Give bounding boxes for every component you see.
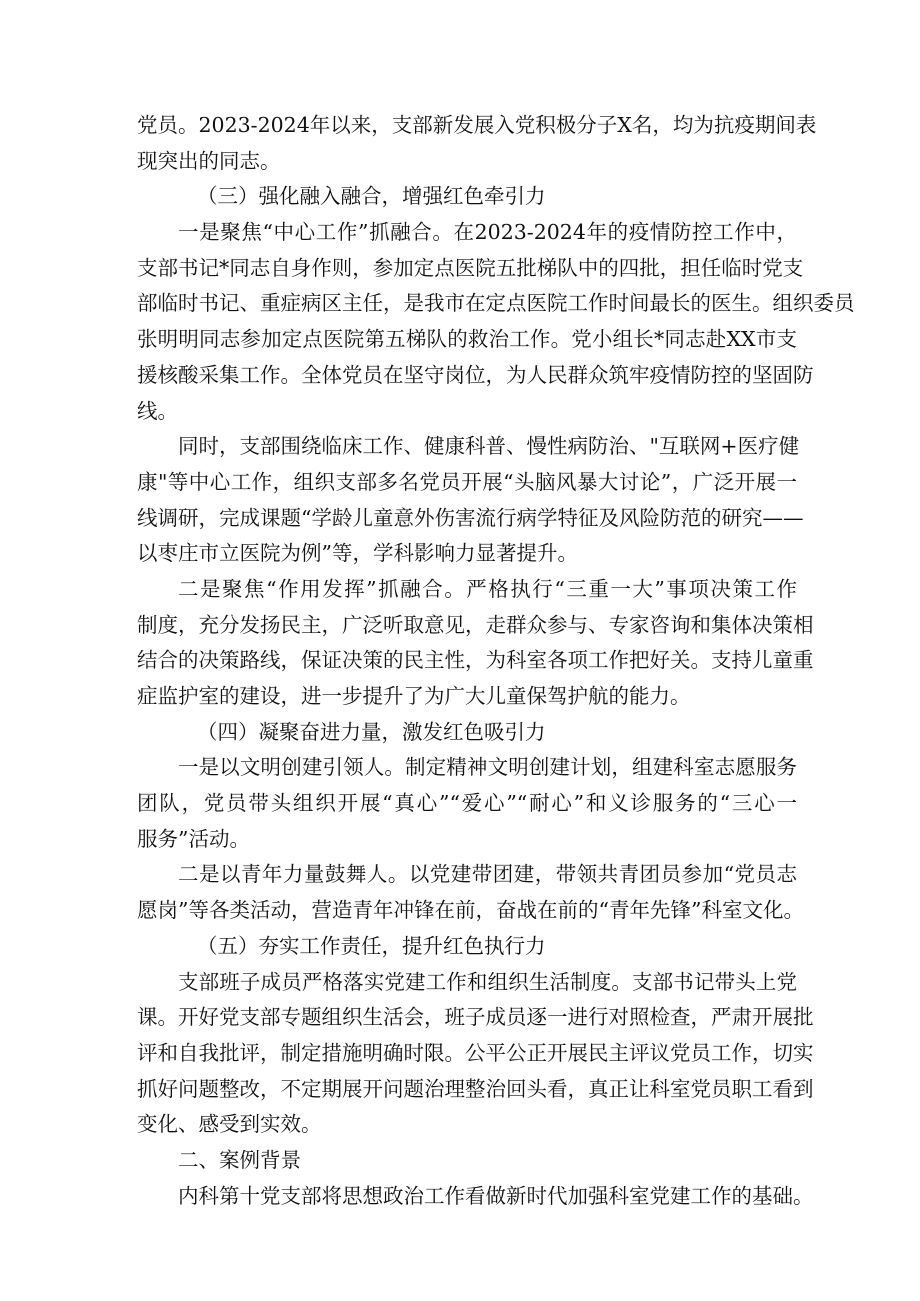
paragraph-line: 团队，党员带头组织开展“真心”“爱心”“耐心”和义诊服务的“三心一 — [137, 791, 797, 816]
paragraph-line: 服务”活动。 — [137, 826, 250, 851]
paragraph-line: 制度，充分发扬民主，广泛听取意见，走群众参与、专家咨询和集体决策相 — [137, 612, 814, 637]
paragraph-line: 一是以文明创建引领人。制定精神文明创建计划，组建科室志愿服务 — [178, 755, 797, 780]
paragraph-line: 张明明同志参加定点医院第五梯队的救治工作。党小组长*同志赴XX市支 — [137, 327, 797, 352]
paragraph-line: 支部书记*同志自身作则，参加定点医院五批梯队中的四批，担任临时党支 — [137, 255, 804, 280]
paragraph-line: 症监护室的建设，进一步提升了为广大儿童保驾护航的能力。 — [137, 684, 691, 708]
paragraph-line: 抓好问题整改，不定期展开问题治理整治回头看，真正让科室党员职工看到 — [137, 1076, 814, 1101]
paragraph-line: 结合的决策路线，保证决策的民主性，为科室各项工作把好关。支持儿童重 — [137, 648, 814, 673]
paragraph-line: 线调研，完成课题“学龄儿童意外伤害流行病学特征及风险防范的研究—— — [137, 505, 804, 530]
paragraph-line: 援核酸采集工作。全体党员在坚守岗位，为人民群众筑牢疫情防控的坚固防 — [137, 362, 814, 387]
paragraph-line: 线。 — [137, 398, 178, 423]
paragraph-line: 以枣庄市立医院为例”等，学科影响力显著提升。 — [137, 541, 578, 566]
paragraph-line: 二是聚焦“作用发挥”抓融合。严格执行“三重一大”事项决策工作 — [178, 576, 797, 601]
paragraph-line: 愿岗”等各类活动，营造青年冲锋在前，奋战在前的“青年先锋”科室文化。 — [137, 898, 804, 923]
section-heading: （五）夯实工作责任，提升红色执行力 — [197, 933, 546, 958]
paragraph-line: 同时，支部围绕临床工作、健康科普、慢性病防治、"互联网+医疗健 — [178, 434, 800, 459]
section-heading: （四）凝聚奋进力量，激发红色吸引力 — [197, 719, 546, 744]
paragraph-line: 内科第十党支部将思想政治工作看做新时代加强科室党建工作的基础。 — [178, 1183, 814, 1208]
paragraph-line: 党员。2023-2024年以来，支部新发展入党积极分子X名，均为抗疫期间表 — [137, 113, 817, 137]
paragraph-line: 康"等中心工作，组织支部多名党员开展“头脑风暴大讨论”，广泛开展一 — [137, 469, 797, 494]
paragraph-line: 现突出的同志。 — [137, 148, 281, 173]
paragraph-line: 二是以青年力量鼓舞人。以党建带团建，带领共青团员参加“党员志 — [178, 862, 797, 887]
paragraph-line: 支部班子成员严格落实党建工作和组织生活制度。支部书记带头上党 — [178, 969, 797, 994]
paragraph-line: 变化、感受到实效。 — [137, 1112, 322, 1137]
section-heading: 二、案例背景 — [178, 1147, 301, 1172]
paragraph-line: 评和自我批评，制定措施明确时限。公平公正开展民主评议党员工作，切实 — [137, 1040, 814, 1065]
paragraph-line: 一是聚焦“中心工作”抓融合。在2023-2024年的疫情防控工作中， — [178, 220, 797, 245]
paragraph-line: 课。开好党支部专题组织生活会，班子成员逐一进行对照检查，严肃开展批 — [137, 1005, 814, 1030]
section-heading: （三）强化融入融合，增强红色牵引力 — [197, 184, 546, 209]
document-body — [137, 108, 855, 1214]
paragraph-line: 部临时书记、重症病区主任，是我市在定点医院工作时间最长的医生。组织委员 — [137, 291, 855, 316]
